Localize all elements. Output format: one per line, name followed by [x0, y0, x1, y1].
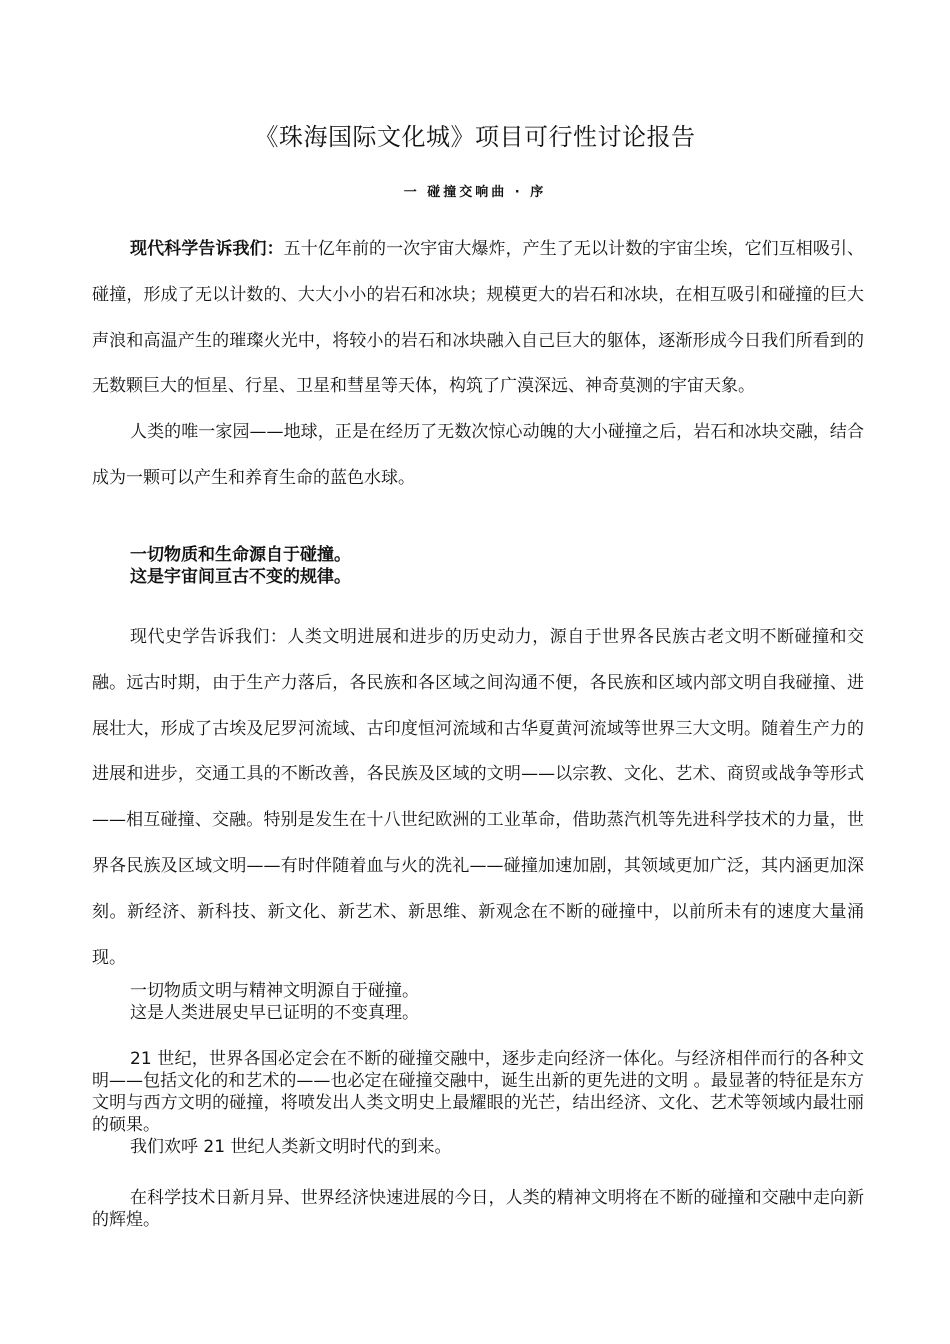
maxim-line: 一切物质和生命源自于碰撞。 [130, 545, 351, 565]
paragraph-science [92, 227, 864, 410]
paragraph-century: 21 世纪，世界各国必定会在不断的碰撞交融中，逐步走向经济一体化。与经济相伴而行的各种文明——包括文化的和艺术的——也必定在碰撞交融中，诞生出新的更先进的文明 。最显著的特征是东方文明与西方文明的碰撞，将喷发出人类文明史上最耀眼的光芒，结出经济、文化、艺术等领域内最壮丽的硕果。 [92, 1049, 864, 1135]
paragraph-earth: 人类的唯一家园——地球，正是在经历了无数次惊心动魄的大小碰撞之后，岩石和冰块交融，结合成为一颗可以产生和养育生命的蓝色水球。 [92, 422, 864, 488]
paragraph-text: 五十亿年前的一次宇宙大爆炸，产生了无以计数的宇宙尘埃，它们互相吸引、碰撞，形成了无以计数的、大大小小的岩石和冰块；规模更大的岩石和冰块，在相互吸引和碰撞的巨大声浪和高温产生的璀璨火光中，将较小的岩石和冰块融入自己巨大的躯体，逐渐形成今日我们所看到的无数颗巨大的恒星、行星、卫星和彗星等天体，构筑了广漠深远、神奇莫测的宇宙天象。 [92, 239, 865, 397]
paragraph-closing: 在科学技术日新月异、世界经济快速进展的今日，人类的精神文明将在不断的碰撞和交融中走向新的辉煌。 [92, 1188, 864, 1230]
maxim-line: 这是人类进展史早已证明的不变真理。 [130, 1003, 419, 1023]
document-subtitle: 一 碰撞交响曲 · 序 [403, 185, 547, 200]
section-cosmos-maxims [92, 544, 864, 588]
section-cosmos [92, 227, 864, 502]
section-closing [92, 1187, 864, 1231]
maxim-line: 一切物质文明与精神文明源自于碰撞。 [130, 981, 419, 1001]
section-future [92, 1048, 864, 1158]
document-title: 《珠海国际文化城》项目可行性讨论报告 [254, 123, 696, 151]
paragraph-history: 现代史学告诉我们：人类文明进展和进步的历史动力，源自于世界各民族古老文明不断碰撞和交融。远古时期，由于生产力落后，各民族和各区域之间沟通不便，各民族和区域内部文明自我碰撞、进展壮大，形成了古埃及尼罗河流域、古印度恒河流域和古华夏黄河流域等世界三大文明。随着生产力的进展和进步，交通工具的不断改善，各民族及区域的文明——以宗教、文化、艺术、商贸或战争等形式——相互碰撞、交融。特别是发生在十八世纪欧洲的工业革命，借助蒸汽机等先进科学技术的力量，世界各民族及区域文明——有时伴随着血与火的洗礼——碰撞加速加剧，其领域更加广泛，其内涵更加深刻。新经济、新科技、新文化、新艺术、新思维、新观念在不断的碰撞中，以前所未有的速度大量涌现。 [92, 627, 864, 968]
paragraph-lead: 现代科学告诉我们： [130, 239, 284, 259]
paragraph-welcome: 我们欢呼 21 世纪人类新文明时代的到来。 [130, 1137, 452, 1157]
section-history [92, 615, 864, 981]
section-history-maxims [92, 980, 864, 1024]
maxim-line: 这是宇宙间亘古不变的规律。 [130, 567, 351, 587]
